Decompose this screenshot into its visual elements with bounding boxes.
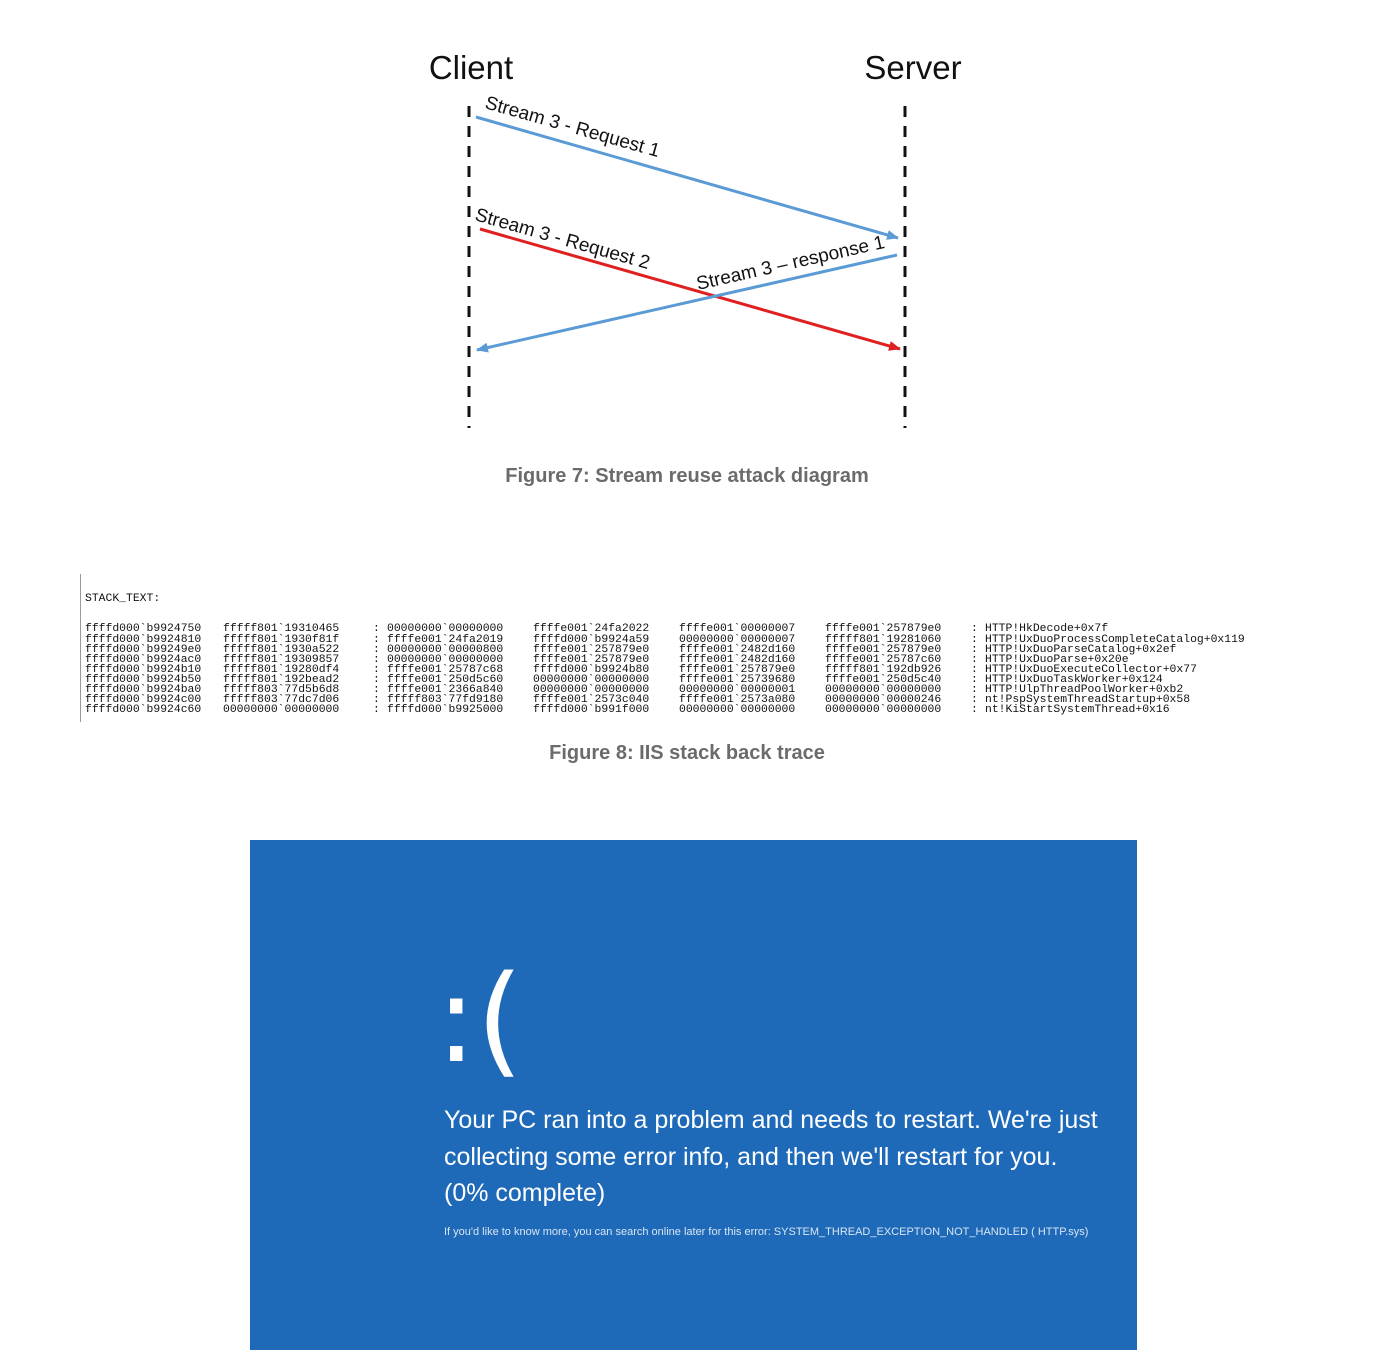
- stack-frame-value: fffff801`1930f81f: [223, 633, 340, 646]
- stack-frame-value: ffffe001`257879e0: [533, 643, 650, 656]
- stack-frame-value: ffffe001`250d5c40: [825, 673, 942, 686]
- bsod-screenshot: [250, 840, 1137, 1350]
- stack-frame-value: ffffe001`257879e0: [533, 653, 650, 666]
- stack-frame-value: 00000000`00000000: [223, 704, 340, 717]
- stack-frame-value: ffffe001`2366a840: [387, 684, 504, 697]
- column-separator: :: [971, 684, 978, 697]
- stack-frame-value: fffff803`77fd9180: [387, 694, 504, 707]
- stack-frame-value: ffffe001`257879e0: [825, 623, 942, 636]
- column-separator: :: [373, 663, 380, 676]
- stack-frame-value: ffffd000`b9924750: [85, 623, 202, 636]
- stack-frame-value: fffff801`19281060: [825, 633, 942, 646]
- stack-frame-value: ffffe001`24fa2019: [387, 633, 504, 646]
- stack-frame-value: ffffd000`b9924c00: [85, 694, 202, 707]
- stack-frame-value: ffffe001`25787c60: [825, 653, 942, 666]
- stack-frame-value: ffffe001`2573a080: [679, 694, 796, 707]
- bsod-error-detail: If you'd like to know more, you can search online later for this error: SYSTEM_THREAD_EXCEPTION_NOT_HANDLED ( HTTP.sys): [444, 1226, 1089, 1238]
- stack-frame-value: ffffd000`b991f000: [533, 704, 650, 717]
- request2-label: Stream 3 - Request 2: [472, 204, 653, 274]
- stack-frame-symbol: nt!KiStartSystemThread+0x16: [985, 704, 1170, 717]
- column-separator: :: [373, 653, 380, 666]
- stack-trace: [80, 574, 1325, 722]
- stream-reuse-diagram: [0, 0, 1374, 460]
- stack-frame-value: 00000000`00000000: [387, 623, 504, 636]
- column-separator: :: [373, 643, 380, 656]
- response1-label: Stream 3 – response 1: [694, 232, 887, 295]
- column-separator: :: [971, 694, 978, 707]
- stack-frame-value: fffff803`77d5b6d8: [223, 684, 340, 697]
- stack-frame-symbol: HTTP!UxDuoParseCatalog+0x2ef: [985, 643, 1177, 656]
- stack-frame-value: ffffd000`b9924ba0: [85, 684, 202, 697]
- client-label: Client: [428, 49, 514, 86]
- stack-frame-symbol: HTTP!UxDuoProcessCompleteCatalog+0x119: [985, 633, 1245, 646]
- column-separator: :: [971, 623, 978, 636]
- figure7-caption: Figure 7: Stream reuse attack diagram: [505, 465, 869, 487]
- column-separator: :: [971, 704, 978, 717]
- column-separator: :: [373, 633, 380, 646]
- bsod-message: Your PC ran into a problem and needs to restart. We're just collecting some error info, and then we'll restart for you. (0% complete): [444, 1106, 1098, 1207]
- request1-arrow: [476, 117, 898, 238]
- stack-frame-value: ffffd000`b9924810: [85, 633, 202, 646]
- stack-frame-value: ffffd000`b9924a59: [533, 633, 650, 646]
- column-separator: :: [373, 684, 380, 697]
- request1-label: Stream 3 - Request 1: [482, 92, 663, 162]
- stack-frame-symbol: HTTP!UxDuoExecuteCollector+0x77: [985, 663, 1197, 676]
- column-separator: :: [971, 673, 978, 686]
- response1-arrow: [477, 255, 897, 350]
- column-separator: :: [373, 694, 380, 707]
- stack-row: [85, 705, 1325, 715]
- stack-frame-value: ffffe001`24fa2022: [533, 623, 650, 636]
- stack-rows: [85, 624, 1325, 715]
- stack-frame-value: fffff801`19280df4: [223, 663, 340, 676]
- server-label: Server: [864, 49, 962, 86]
- stack-frame-value: ffffd000`b9924b80: [533, 663, 650, 676]
- stack-frame-value: fffff801`192db926: [825, 663, 942, 676]
- stack-frame-value: ffffd000`b9925000: [387, 704, 504, 717]
- stack-frame-value: fffff801`19309857: [223, 653, 340, 666]
- stack-frame-value: fffff801`19310465: [223, 623, 340, 636]
- stack-frame-symbol: HTTP!UxDuoTaskWorker+0x124: [985, 673, 1163, 686]
- stack-frame-symbol: HTTP!UxDuoParse+0x20e: [985, 653, 1129, 666]
- stack-frame-value: ffffe001`2482d160: [679, 643, 796, 656]
- column-separator: :: [373, 623, 380, 636]
- column-separator: :: [971, 663, 978, 676]
- stack-frame-value: fffff803`77dc7d06: [223, 694, 340, 707]
- stack-frame-value: ffffe001`25739680: [679, 673, 796, 686]
- stack-frame-symbol: nt!PspSystemThreadStartup+0x58: [985, 694, 1191, 707]
- stack-frame-value: ffffe001`250d5c60: [387, 673, 504, 686]
- stack-frame-value: 00000000`00000000: [387, 653, 504, 666]
- stack-frame-value: 00000000`00000007: [679, 633, 796, 646]
- sad-face-icon: :(: [436, 951, 524, 1090]
- column-separator: :: [971, 653, 978, 666]
- stack-frame-value: ffffd000`b9924b10: [85, 663, 202, 676]
- figure8-caption: Figure 8: IIS stack back trace: [549, 742, 825, 764]
- stack-frame-value: ffffe001`2573c040: [533, 694, 650, 707]
- column-separator: :: [373, 673, 380, 686]
- column-separator: :: [373, 704, 380, 717]
- stack-frame-value: 00000000`00000000: [825, 684, 942, 697]
- stack-frame-symbol: HTTP!UlpThreadPoolWorker+0xb2: [985, 684, 1184, 697]
- stack-frame-value: ffffe001`257879e0: [679, 663, 796, 676]
- stack-frame-value: 00000000`00000800: [387, 643, 504, 656]
- stack-frame-value: 00000000`00000000: [533, 673, 650, 686]
- stack-frame-value: 00000000`00000000: [679, 704, 796, 717]
- column-separator: :: [971, 643, 978, 656]
- stack-frame-value: 00000000`00000000: [533, 684, 650, 697]
- stack-frame-value: ffffe001`257879e0: [825, 643, 942, 656]
- stack-header: STACK_TEXT:: [85, 593, 161, 606]
- stack-frame-value: ffffd000`b9924b50: [85, 673, 202, 686]
- stack-frame-value: fffff801`1930a522: [223, 643, 340, 656]
- stack-frame-value: ffffd000`b9924ac0: [85, 653, 202, 666]
- stack-frame-value: fffff801`192bead2: [223, 673, 340, 686]
- stack-frame-value: 00000000`00000246: [825, 694, 942, 707]
- stack-frame-value: ffffe001`25787c68: [387, 663, 504, 676]
- stack-frame-value: 00000000`00000001: [679, 684, 796, 697]
- stack-frame-value: ffffe001`2482d160: [679, 653, 796, 666]
- stack-frame-symbol: HTTP!HkDecode+0x7f: [985, 623, 1109, 636]
- column-separator: :: [971, 633, 978, 646]
- stack-frame-value: ffffd000`b99249e0: [85, 643, 202, 656]
- stack-frame-value: 00000000`00000000: [825, 704, 942, 717]
- stack-frame-value: ffffd000`b9924c60: [85, 704, 202, 717]
- stack-frame-value: ffffe001`00000007: [679, 623, 796, 636]
